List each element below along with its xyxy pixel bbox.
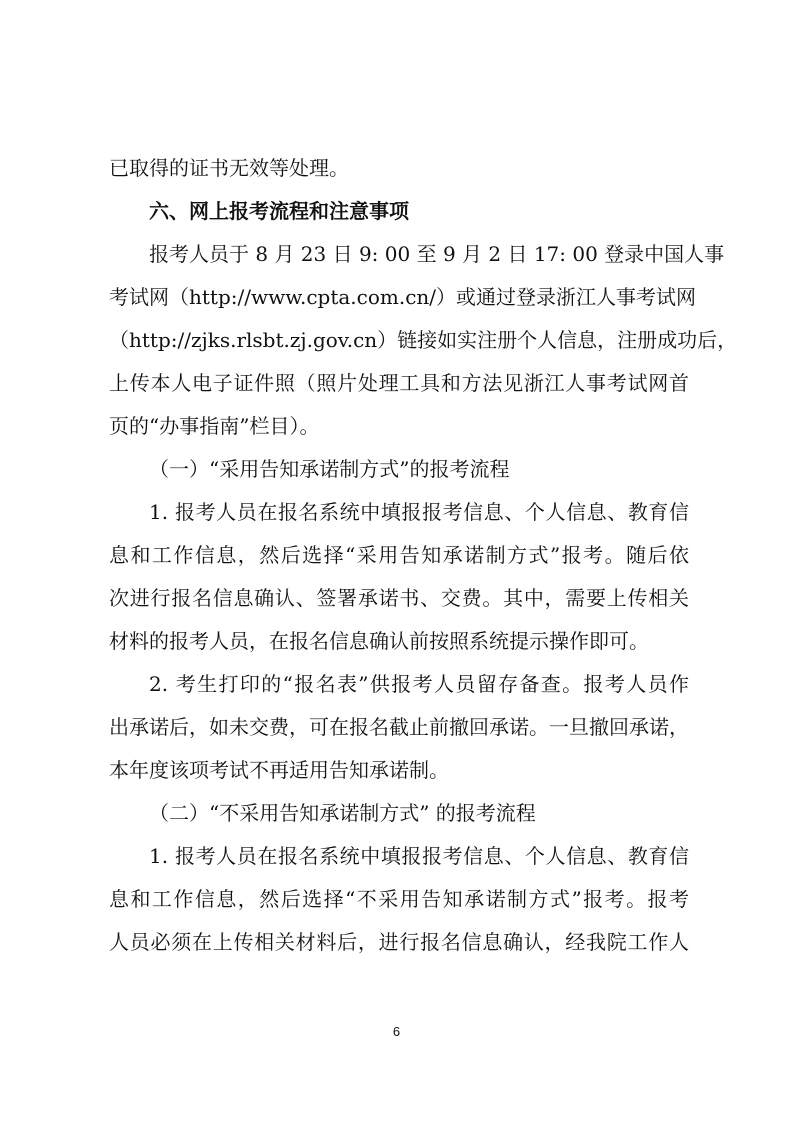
body-line: 页的“办事指南”栏目）。 [109, 414, 320, 438]
page-number: 6 [392, 1024, 401, 1039]
body-line: 本年度该项考试不再适用告知承诺制。 [109, 758, 449, 782]
body-line: 材料的报考人员，在报名信息确认前按照系统提示操作即可。 [109, 629, 649, 653]
section-heading: 六、网上报考流程和注意事项 [149, 199, 409, 223]
body-line: （http://zjks.rlsbt.zj.gov.cn）链接如实注册个人信息，注册成功后， [109, 328, 738, 352]
body-line: 考试网（http://www.cpta.com.cn/）或通过登录浙江人事考试网 [109, 285, 697, 309]
subsection-heading: （二）“不采用告知承诺制方式” 的报考流程 [149, 801, 536, 825]
body-line: 2. 考生打印的“报名表”供报考人员留存备查。报考人员作 [149, 672, 689, 696]
body-line: 1. 报考人员在报名系统中填报报考信息、个人信息、教育信 [149, 844, 689, 868]
body-line: 已取得的证书无效等处理。 [109, 156, 349, 180]
body-line: 上传本人电子证件照（照片处理工具和方法见浙江人事考试网首 [109, 371, 689, 395]
body-line: 息和工作信息，然后选择“采用告知承诺制方式”报考。随后依 [109, 543, 689, 567]
body-line: 1. 报考人员在报名系统中填报报考信息、个人信息、教育信 [149, 500, 689, 524]
body-line: 报考人员于 8 月 23 日 9: 00 至 9 月 2 日 17: 00 登录中国人事 [149, 242, 725, 266]
body-line: 出承诺后，如未交费，可在报名截止前撤回承诺。一旦撤回承诺， [109, 715, 689, 739]
body-line: 人员必须在上传相关材料后，进行报名信息确认，经我院工作人 [109, 930, 689, 954]
body-line: 次进行报名信息确认、签署承诺书、交费。其中，需要上传相关 [109, 586, 689, 610]
subsection-heading: （一）“采用告知承诺制方式”的报考流程 [149, 457, 510, 481]
body-line: 息和工作信息，然后选择“不采用告知承诺制方式”报考。报考 [109, 887, 689, 911]
